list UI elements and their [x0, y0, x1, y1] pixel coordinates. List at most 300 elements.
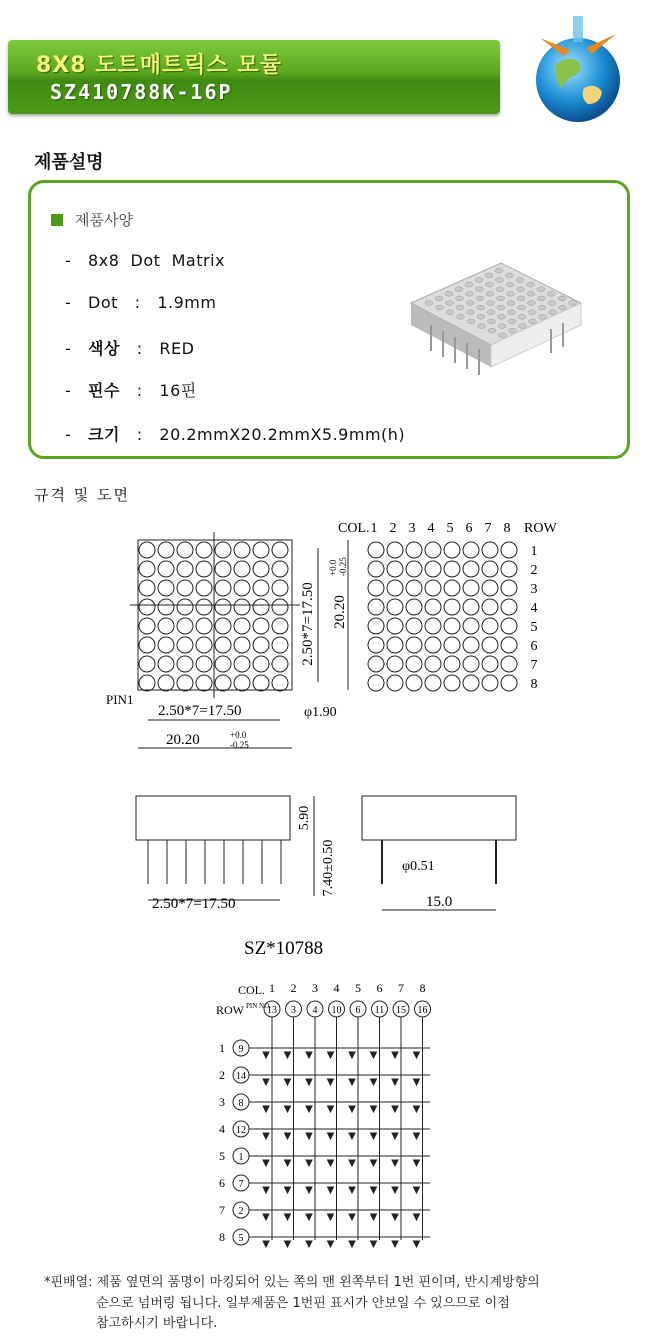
product-led-dot: [456, 296, 464, 301]
front-view-dot: [272, 656, 288, 672]
right-view-dot: [387, 637, 403, 653]
front-view-dot: [234, 580, 250, 596]
product-led-dot: [527, 291, 535, 296]
front-view-dot: [196, 675, 212, 691]
right-view-dot: [501, 618, 517, 634]
led-diode-icon: [328, 1052, 334, 1058]
product-led-dot: [507, 291, 515, 296]
col-number: 1: [370, 521, 378, 536]
front-view-dot: [272, 561, 288, 577]
product-led-dot: [457, 314, 465, 319]
product-led-dot: [569, 301, 577, 306]
product-led-dot: [456, 305, 464, 310]
front-view-dot: [253, 637, 269, 653]
led-diode-icon: [285, 1052, 291, 1058]
schematic-col-number: 3: [312, 981, 318, 995]
col-pin-number: 3: [291, 1005, 296, 1016]
schematic-col-number: 8: [419, 981, 426, 995]
led-diode-icon: [285, 1214, 291, 1220]
led-diode-icon: [349, 1241, 355, 1247]
led-diode-icon: [414, 1187, 420, 1193]
spec-label: 색상: [88, 339, 120, 358]
row-label: ROW: [524, 521, 557, 536]
product-led-dot: [488, 319, 496, 324]
led-diode-icon: [349, 1133, 355, 1139]
row-pin-number: 1: [238, 1152, 244, 1163]
col-pin-number: 4: [312, 1005, 318, 1016]
led-diode-icon: [371, 1214, 377, 1220]
front-view-dot: [253, 618, 269, 634]
schematic-col-number: 5: [355, 981, 361, 995]
right-view-dot: [463, 618, 479, 634]
dim-pitch-vertical: 2.50*7=17.50: [300, 582, 316, 666]
product-led-dot: [446, 310, 454, 315]
product-led-dot: [519, 324, 527, 329]
front-view-dot: [234, 656, 250, 672]
front-view-dot: [158, 656, 174, 672]
spec-value: 20.2mmX20.2mmX5.9mm(h): [159, 425, 406, 444]
led-diode-icon: [392, 1106, 398, 1112]
product-led-dot: [478, 324, 486, 329]
right-view-dot: [463, 542, 479, 558]
right-view-dot: [368, 675, 384, 691]
led-diode-icon: [414, 1160, 420, 1166]
spec-dash: -: [65, 293, 72, 312]
front-view-dot: [177, 599, 193, 615]
led-diode-icon: [414, 1079, 420, 1085]
col-pin-number: 11: [374, 1005, 385, 1016]
schematic-col-number: 7: [398, 981, 404, 995]
product-led-dot: [498, 314, 506, 319]
right-view-dot: [501, 675, 517, 691]
row-pin-number: 8: [238, 1098, 244, 1109]
spec-item: [65, 336, 194, 359]
spec-value: 1.9mm: [157, 293, 217, 312]
right-view-dot: [444, 637, 460, 653]
product-led-dot: [436, 305, 444, 310]
spec-heading-label: 제품사양: [75, 211, 133, 229]
dim-pitch-horizontal: 2.50*7=17.50: [158, 703, 242, 719]
section-title: 제품설명: [34, 152, 104, 173]
right-view-dot: [444, 618, 460, 634]
product-led-dot: [477, 305, 485, 310]
right-view-dot: [406, 637, 422, 653]
led-diode-icon: [371, 1106, 377, 1112]
right-view-dot: [387, 580, 403, 596]
led-diode-icon: [349, 1079, 355, 1085]
product-led-dot: [466, 291, 474, 296]
led-diode-icon: [263, 1214, 269, 1220]
front-view-dot: [253, 599, 269, 615]
right-view-dot: [482, 656, 498, 672]
front-view-dot: [272, 618, 288, 634]
col-pin-number: 13: [267, 1005, 277, 1016]
product-led-dot: [539, 314, 547, 319]
spec-dash: -: [65, 381, 72, 400]
front-view-dot: [196, 542, 212, 558]
led-diode-icon: [306, 1079, 312, 1085]
led-diode-icon: [392, 1214, 398, 1220]
product-led-dot: [548, 301, 556, 306]
right-view-dot: [387, 542, 403, 558]
right-view-dot: [387, 675, 403, 691]
product-led-dot: [537, 287, 545, 292]
row-number: 4: [530, 601, 538, 616]
front-view-dot: [253, 542, 269, 558]
product-led-dot: [488, 328, 496, 333]
right-view-dot: [368, 618, 384, 634]
right-view-dot: [482, 580, 498, 596]
led-diode-icon: [349, 1187, 355, 1193]
led-diode-icon: [328, 1106, 334, 1112]
led-diode-icon: [392, 1133, 398, 1139]
right-view-dot: [368, 637, 384, 653]
spec-item: [65, 251, 225, 270]
front-view-dot: [215, 599, 231, 615]
dim-depth: 15.0: [426, 894, 453, 910]
product-led-dot: [517, 287, 525, 292]
front-view-dot: [139, 542, 155, 558]
title-banner: [8, 40, 500, 114]
right-view-dot: [482, 675, 498, 691]
schematic-row-number: 2: [219, 1068, 225, 1082]
product-led-dot: [445, 291, 453, 296]
product-led-dot: [485, 273, 493, 278]
dim-tol-plus-v: +0.0: [328, 559, 338, 576]
note-line: *핀배열: 제품 옆면의 품명이 마킹되어 있는 쪽의 맨 왼쪽부터 1번 핀이며, 반시계방향의: [44, 1275, 540, 1290]
product-led-dot: [425, 301, 433, 306]
schematic-col-number: 2: [290, 981, 297, 995]
product-led-dot: [435, 296, 443, 301]
front-view-dot: [158, 675, 174, 691]
led-diode-icon: [328, 1133, 334, 1139]
front-view-dot: [234, 561, 250, 577]
led-diode-icon: [285, 1160, 291, 1166]
spec-item: [65, 378, 197, 401]
front-view-dot: [177, 675, 193, 691]
dim-tol-minus-h: -0.25: [230, 740, 249, 750]
led-diode-icon: [328, 1214, 334, 1220]
product-led-dot: [499, 333, 507, 338]
led-diode-icon: [414, 1214, 420, 1220]
right-view-dot: [425, 675, 441, 691]
banner-title: 8X8 도트매트릭스 모듈: [36, 53, 282, 78]
right-view-dot: [406, 561, 422, 577]
front-view-dot: [234, 618, 250, 634]
led-diode-icon: [306, 1160, 312, 1166]
col-number: 3: [408, 521, 416, 536]
right-view-dot: [444, 580, 460, 596]
front-view-dot: [139, 656, 155, 672]
product-led-dot: [518, 314, 526, 319]
banner-model: SZ410788K-16P: [50, 80, 233, 104]
product-led-dot: [538, 305, 546, 310]
spec-sep: :: [136, 425, 143, 444]
led-diode-icon: [306, 1133, 312, 1139]
right-view-dot: [406, 542, 422, 558]
led-diode-icon: [371, 1187, 377, 1193]
right-view-dot: [501, 656, 517, 672]
schematic-row-number: 6: [219, 1176, 225, 1190]
dim-tol-plus-h: +0.0: [230, 730, 247, 740]
product-led-dot: [497, 296, 505, 301]
schematic-row-number: 3: [219, 1095, 225, 1109]
row-pin-number: 2: [238, 1206, 244, 1217]
led-diode-icon: [371, 1052, 377, 1058]
row-number: 6: [530, 639, 538, 654]
right-view-dot: [482, 637, 498, 653]
right-view-dot: [387, 599, 403, 615]
led-diode-icon: [263, 1160, 269, 1166]
row-number: 8: [530, 677, 538, 692]
led-diode-icon: [371, 1160, 377, 1166]
front-view-dot: [215, 580, 231, 596]
product-led-dot: [475, 278, 483, 283]
front-view-dot: [158, 599, 174, 615]
right-view-dot: [463, 599, 479, 615]
product-led-dot: [476, 287, 484, 292]
right-view-dot: [482, 561, 498, 577]
front-view-dot: [215, 542, 231, 558]
col-pin-number: 16: [417, 1005, 428, 1016]
dim-pin-diameter: φ0.51: [402, 859, 435, 874]
front-view-dot: [158, 580, 174, 596]
note-line: 순으로 넘버링 됩니다. 일부제품은 1번핀 표시가 안보일 수 있으므로 이점: [96, 1296, 510, 1311]
led-diode-icon: [349, 1052, 355, 1058]
front-view-dot: [139, 618, 155, 634]
right-view-dot: [444, 599, 460, 615]
right-view-dot: [406, 580, 422, 596]
front-view-dot: [253, 561, 269, 577]
schematic-row-number: 1: [219, 1041, 225, 1055]
product-image: [391, 233, 591, 383]
dim-dot-diameter: φ1.90: [304, 705, 337, 720]
front-view-dot: [177, 542, 193, 558]
right-view-dot: [501, 599, 517, 615]
front-view-dot: [177, 580, 193, 596]
right-view-dot: [444, 561, 460, 577]
schematic-row-number: 5: [219, 1149, 225, 1163]
product-led-dot: [497, 305, 505, 310]
right-view-dot: [406, 618, 422, 634]
product-led-dot: [487, 301, 495, 306]
spec-dash: -: [65, 425, 72, 444]
front-view-dot: [234, 599, 250, 615]
col-pin-number: 10: [331, 1005, 342, 1016]
spec-sep: :: [134, 293, 141, 312]
row-number: 7: [530, 658, 538, 673]
product-led-dot: [455, 287, 463, 292]
right-view-dot: [501, 580, 517, 596]
led-diode-icon: [349, 1106, 355, 1112]
led-diode-icon: [414, 1106, 420, 1112]
right-view-dot: [501, 637, 517, 653]
product-led-dot: [495, 268, 503, 273]
led-diode-icon: [392, 1052, 398, 1058]
product-led-dot: [538, 296, 546, 301]
led-diode-icon: [263, 1133, 269, 1139]
front-view-dot: [139, 675, 155, 691]
spec-dash: -: [65, 251, 72, 270]
right-view-dot: [482, 542, 498, 558]
front-view-dot: [272, 599, 288, 615]
col-pin-number: 6: [355, 1005, 361, 1016]
front-view-dot: [234, 637, 250, 653]
front-view-dot: [139, 580, 155, 596]
led-diode-icon: [263, 1241, 269, 1247]
front-view-dot: [215, 675, 231, 691]
right-view-dot: [501, 561, 517, 577]
schematic-col-number: 6: [376, 981, 383, 995]
schematic-col-number: 4: [333, 981, 340, 995]
row-number: 1: [530, 544, 538, 559]
front-view-dot: [196, 561, 212, 577]
product-led-dot: [496, 287, 504, 292]
right-view-dot: [425, 656, 441, 672]
led-diode-icon: [371, 1241, 377, 1247]
product-led-dot: [509, 328, 517, 333]
led-diode-icon: [263, 1079, 269, 1085]
led-diode-icon: [392, 1187, 398, 1193]
spec-item: [65, 422, 405, 445]
front-view-dot: [215, 618, 231, 634]
led-diode-icon: [414, 1133, 420, 1139]
spec-label: 핀수: [88, 381, 120, 400]
led-diode-icon: [371, 1079, 377, 1085]
led-diode-icon: [328, 1187, 334, 1193]
right-view-dot: [425, 618, 441, 634]
product-led-dot: [476, 296, 484, 301]
product-led-dot: [558, 296, 566, 301]
right-view-dot: [368, 656, 384, 672]
col-number: 6: [465, 521, 473, 536]
led-diode-icon: [306, 1052, 312, 1058]
schematic-row-number: 4: [219, 1122, 225, 1136]
right-view-dot: [425, 542, 441, 558]
led-diode-icon: [263, 1187, 269, 1193]
front-view-dot: [196, 637, 212, 653]
led-diode-icon: [392, 1241, 398, 1247]
product-led-dot: [506, 273, 514, 278]
right-view-dot: [425, 599, 441, 615]
product-led-dot: [467, 310, 475, 315]
col-label: COL.: [338, 521, 370, 536]
col-pin-number: 15: [396, 1005, 406, 1016]
right-view-dot: [444, 656, 460, 672]
front-view-dot: [139, 561, 155, 577]
led-diode-icon: [349, 1160, 355, 1166]
product-led-dot: [517, 296, 525, 301]
product-led-dot: [506, 282, 514, 287]
front-view-dot: [253, 656, 269, 672]
dim-tol-minus-v: -0.25: [338, 557, 348, 576]
front-view-dot: [215, 561, 231, 577]
schematic-row-label: ROW: [216, 1003, 244, 1017]
row-pin-number: 9: [238, 1044, 244, 1055]
led-diode-icon: [306, 1187, 312, 1193]
row-pin-number: 5: [238, 1233, 244, 1244]
front-view-dot: [196, 599, 212, 615]
front-view-dot: [177, 637, 193, 653]
right-view-dot: [463, 675, 479, 691]
col-number: 7: [484, 521, 492, 536]
spec-sep: :: [136, 339, 143, 358]
front-view-dot: [215, 637, 231, 653]
right-view-dot: [463, 580, 479, 596]
product-led-dot: [518, 305, 526, 310]
product-led-dot: [465, 282, 473, 287]
right-view-dot: [463, 656, 479, 672]
row-number: 2: [530, 563, 538, 578]
right-view-dot: [368, 542, 384, 558]
dim-height: 5.90: [297, 805, 312, 831]
led-diode-icon: [263, 1106, 269, 1112]
spec-dash: -: [65, 339, 72, 358]
right-view-dot: [406, 675, 422, 691]
front-view-dot: [234, 542, 250, 558]
spec-item: [65, 293, 216, 312]
right-view-dot: [444, 542, 460, 558]
row-pin-number: 7: [238, 1179, 244, 1190]
front-view-dot: [253, 675, 269, 691]
drawing-label: 규격 및 도면: [34, 486, 130, 504]
right-view-dot: [425, 561, 441, 577]
front-view-dot: [139, 637, 155, 653]
product-led-dot: [508, 310, 516, 315]
row-number: 5: [530, 620, 538, 635]
front-view-dot: [196, 580, 212, 596]
right-view-dot: [463, 561, 479, 577]
front-view-dot: [177, 618, 193, 634]
front-view-dot: [272, 675, 288, 691]
right-view-dot: [425, 580, 441, 596]
product-led-dot: [466, 301, 474, 306]
note-line: 참고하시기 바랍니다.: [96, 1316, 218, 1331]
spec-label: 8x8 Dot Matrix: [88, 251, 225, 270]
led-diode-icon: [285, 1079, 291, 1085]
right-view-dot: [387, 618, 403, 634]
product-led-dot: [528, 301, 536, 306]
schematic-title: SZ*10788: [244, 938, 324, 959]
led-diode-icon: [349, 1214, 355, 1220]
product-led-dot: [516, 278, 524, 283]
product-led-dot: [477, 314, 485, 319]
product-led-dot: [548, 291, 556, 296]
spec-value: 16핀: [159, 381, 197, 400]
led-diode-icon: [263, 1052, 269, 1058]
schematic-col-number: 1: [269, 981, 275, 995]
right-view-dot: [387, 656, 403, 672]
schematic-col-label: COL.: [238, 983, 265, 997]
spec-label: 크기: [88, 425, 120, 444]
product-led-dot: [486, 291, 494, 296]
product-led-dot: [559, 305, 567, 310]
front-view-dot: [253, 580, 269, 596]
front-view-dot: [196, 656, 212, 672]
product-led-dot: [467, 319, 475, 324]
product-led-dot: [496, 278, 504, 283]
spec-value: RED: [159, 339, 195, 358]
front-view-dot: [158, 542, 174, 558]
product-led-dot: [486, 282, 494, 287]
right-view-dot: [501, 542, 517, 558]
led-diode-icon: [306, 1106, 312, 1112]
front-view-dot: [158, 561, 174, 577]
front-view-dot: [215, 656, 231, 672]
led-diode-icon: [306, 1241, 312, 1247]
front-view-dot: [177, 656, 193, 672]
right-view-dot: [406, 656, 422, 672]
